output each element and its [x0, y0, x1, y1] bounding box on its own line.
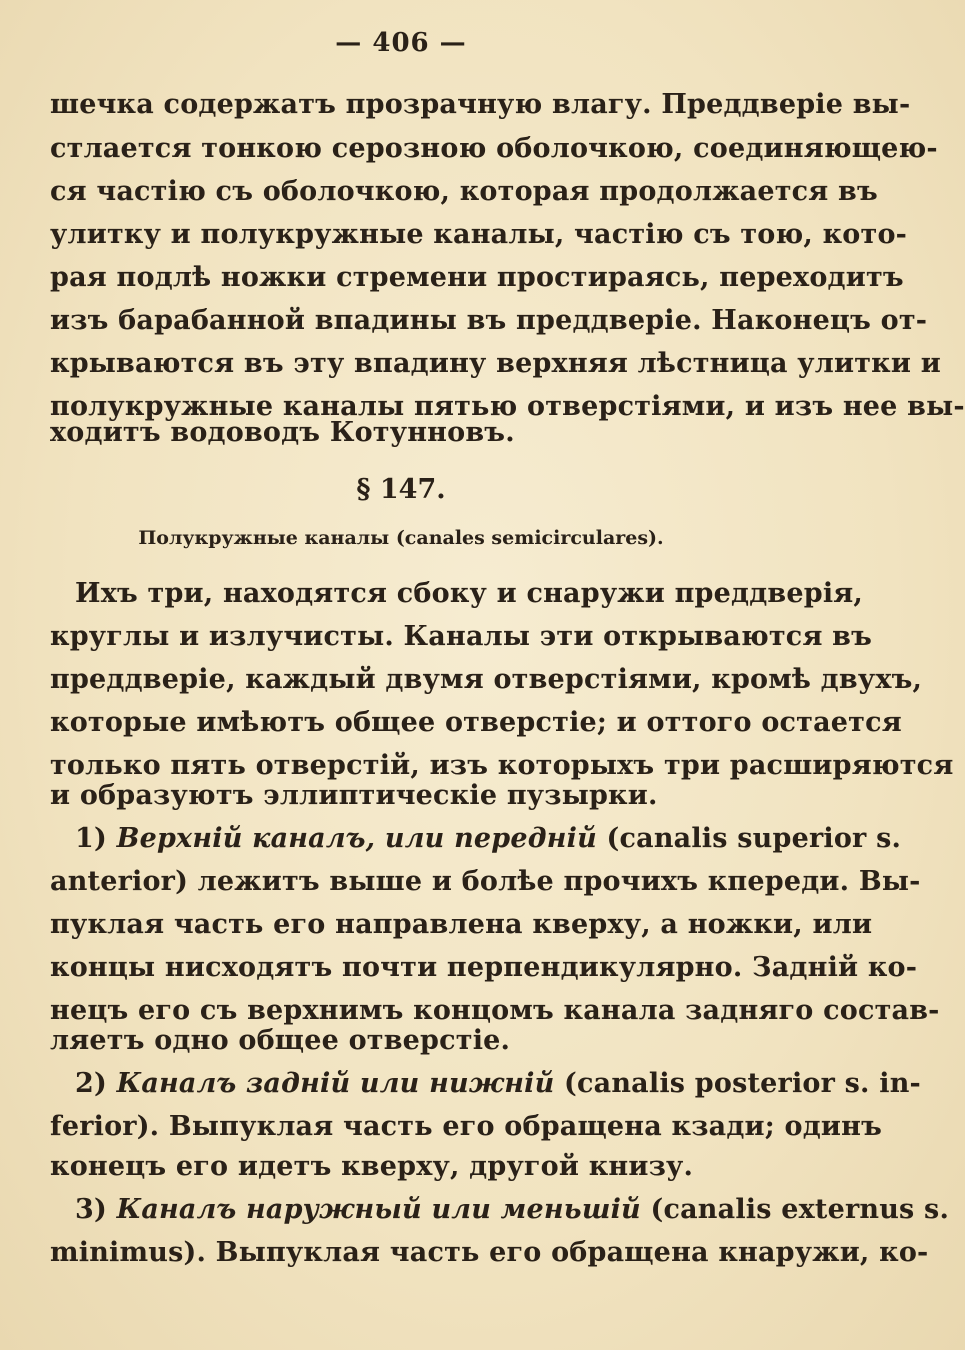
text-line: круглы и излучисты. Каналы эти открываются въ — [50, 621, 873, 652]
text-line: изъ барабанной впадины въ преддверіе. Наконецъ от- — [50, 305, 928, 336]
text-line: улитку и полукружные каналы, частію съ тою, кото- — [50, 219, 908, 250]
list-item-first-line — [75, 1193, 950, 1227]
item-latin: (canalis externus s. — [650, 1194, 950, 1225]
text-line-last: ляетъ одно общее отверстіе. — [50, 1025, 511, 1056]
text-line: рая подлѣ ножки стремени простираясь, переходитъ — [50, 262, 904, 293]
list-item-first-line — [75, 822, 902, 856]
text-line-last: и образуютъ эллиптическіе пузырки. — [50, 780, 658, 811]
text-line: концы нисходятъ почти перпендикулярно. Задній ко- — [50, 952, 918, 983]
text-line: Ихъ три, находятся сбоку и снаружи преддверія, — [75, 578, 864, 609]
text-line: которые имѣютъ общее отверстіе; и оттого остается — [50, 707, 902, 738]
text-line-last: ходитъ водоводъ Котунновъ. — [50, 417, 515, 448]
text-line: крываются въ эту впадину верхняя лѣстница улитки и — [50, 348, 941, 379]
text-line: только пять отверстій, изъ которыхъ три расширяются — [50, 750, 954, 781]
text-line: стлается тонкою серозною оболочкою, соединяющею- — [50, 133, 938, 164]
text-line: преддверіе, каждый двумя отверстіями, кромѣ двухъ, — [50, 664, 923, 695]
page-number: — 406 — — [335, 28, 467, 58]
text-line: полукружные каналы пятью отверстіями, и изъ нее вы- — [50, 391, 965, 422]
item-term: Каналъ задній или нижній — [116, 1068, 555, 1099]
text-line: ferior). Выпуклая часть его обращена кзади; одинъ — [50, 1111, 883, 1142]
text-line-last: конецъ его идетъ кверху, другой книзу. — [50, 1151, 694, 1182]
text-line: minimus). Выпуклая часть его обращена кнаружи, ко- — [50, 1237, 929, 1268]
list-item-first-line — [75, 1067, 921, 1101]
item-term: Верхній каналъ, или передній — [116, 823, 597, 854]
item-number: 3) — [75, 1194, 107, 1225]
item-latin: (canalis posterior s. in- — [564, 1068, 921, 1099]
item-latin: (canalis superior s. — [606, 823, 902, 854]
text-line: пуклая часть его направлена кверху, а ножки, или — [50, 909, 873, 940]
section-title: Полукружные каналы (canales semicirculares). — [138, 527, 664, 549]
text-line: ся частію съ оболочкою, которая продолжается въ — [50, 176, 878, 207]
item-term: Каналъ наружный или меньшій — [116, 1194, 641, 1225]
text-line: шечка содержатъ прозрачную влагу. Преддверіе вы- — [50, 89, 911, 120]
item-number: 1) — [75, 823, 107, 854]
section-number: § 147. — [356, 474, 446, 505]
text-line: anterior) лежитъ выше и болѣе прочихъ кпереди. Вы- — [50, 866, 921, 897]
text-line: нецъ его съ верхнимъ концомъ канала задняго состав- — [50, 995, 940, 1026]
item-number: 2) — [75, 1068, 107, 1099]
